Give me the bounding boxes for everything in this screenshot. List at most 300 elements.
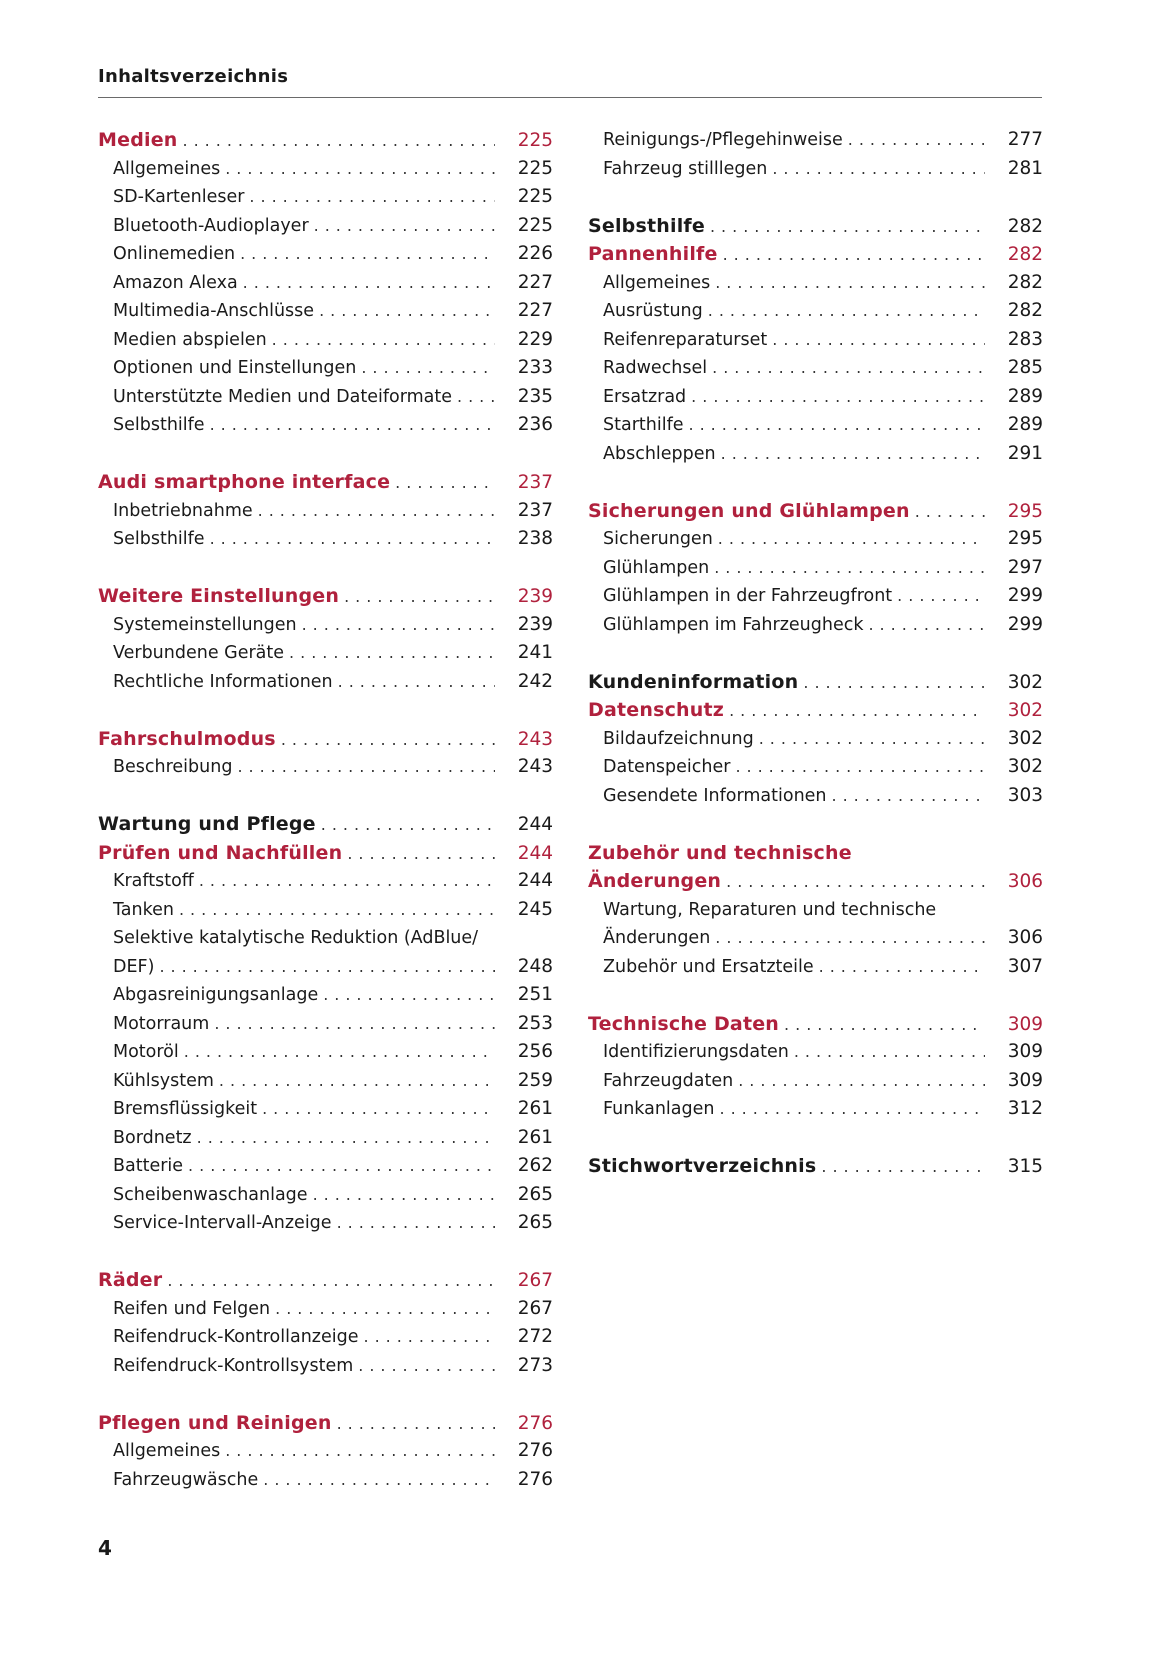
toc-entry-label: Bildaufzeichnung xyxy=(603,728,754,749)
toc-entry-page-number: 282 xyxy=(1007,300,1043,321)
toc-entry-page-number: 237 xyxy=(517,472,553,493)
toc-entry-label: Pannenhilfe xyxy=(588,243,718,265)
toc-entry-label: Identifizierungsdaten xyxy=(603,1042,789,1062)
toc-entry-sub[interactable] xyxy=(588,155,1043,184)
toc-entry-page-number: 312 xyxy=(1007,1098,1043,1119)
toc-entry-page-number: 299 xyxy=(1007,585,1043,606)
toc-entry-label: Räder xyxy=(98,1269,163,1291)
dot-leader xyxy=(347,840,495,869)
toc-entry-page-number: 282 xyxy=(1007,271,1043,293)
toc-entry-section[interactable] xyxy=(98,810,553,839)
dot-leader xyxy=(712,354,985,383)
toc-entry-sub[interactable] xyxy=(98,297,553,326)
toc-entry-label: Fahrzeug stilllegen xyxy=(603,158,768,179)
toc-entry-page-number: 235 xyxy=(517,385,553,407)
page-header-title: Inhaltsverzeichnis xyxy=(98,66,289,87)
toc-entry-page-number: 248 xyxy=(517,955,553,977)
dot-leader xyxy=(338,668,495,697)
dot-leader xyxy=(358,1352,495,1381)
dot-leader xyxy=(184,1038,495,1067)
toc-entry-page-number: 295 xyxy=(1007,500,1043,522)
toc-entry-sub[interactable] xyxy=(588,1067,1043,1096)
toc-entry-sub[interactable] xyxy=(98,924,553,953)
toc-column-left xyxy=(98,126,553,1494)
dot-leader xyxy=(219,1067,495,1096)
toc-entry-page-number: 261 xyxy=(517,1126,553,1148)
toc-entry-chapter[interactable] xyxy=(588,497,1043,526)
toc-entry-label: Abgasreinigungsanlage xyxy=(113,985,319,1005)
toc-entry-label: Reinigungs-/Pflegehinweise xyxy=(603,130,843,150)
dot-leader xyxy=(258,497,495,526)
toc-entry-sub[interactable] xyxy=(588,411,1043,440)
toc-entry-label: Änderungen xyxy=(603,928,711,948)
toc-entry-label: Beschreibung xyxy=(113,757,233,777)
toc-entry-page-number: 306 xyxy=(1007,871,1043,892)
toc-entry-sub[interactable] xyxy=(98,1095,553,1124)
dot-leader xyxy=(159,953,495,982)
toc-entry-label: Motoröl xyxy=(113,1042,179,1062)
dot-leader xyxy=(848,126,985,155)
dot-leader xyxy=(314,212,495,241)
toc-entry-page-number: 309 xyxy=(1007,1013,1043,1035)
toc-entry-sub[interactable] xyxy=(98,326,553,355)
toc-entry-label: SD-Kartenleser xyxy=(113,187,245,207)
toc-entry-page-number: 267 xyxy=(517,1270,553,1291)
toc-entry-sub[interactable] xyxy=(588,782,1043,811)
toc-entry-sub[interactable] xyxy=(98,525,553,554)
toc-entry-label: Starthilfe xyxy=(603,415,684,435)
toc-entry-label: Audi smartphone interface xyxy=(98,471,391,493)
toc-entry-label: Kühlsystem xyxy=(113,1070,214,1091)
toc-entry-label: Batterie xyxy=(113,1156,184,1176)
toc-entry-chapter[interactable] xyxy=(98,126,553,155)
toc-entry-label: Glühlampen in der Fahrzeugfront xyxy=(603,586,893,606)
toc-entry-sub[interactable] xyxy=(588,326,1043,355)
toc-entry-page-number: 227 xyxy=(517,300,553,321)
toc-entry-label: Selbsthilfe xyxy=(113,529,205,549)
toc-entry-page-number: 239 xyxy=(517,613,553,635)
dot-leader xyxy=(214,1010,495,1039)
dot-leader xyxy=(199,867,495,896)
dot-leader xyxy=(772,155,985,184)
toc-entry-sub[interactable] xyxy=(98,1209,553,1238)
dot-leader xyxy=(337,1410,495,1439)
toc-entry-label: Kundeninformation xyxy=(588,670,799,693)
toc-entry-page-number: 236 xyxy=(517,414,553,435)
toc-entry-sub[interactable] xyxy=(98,1295,553,1324)
toc-spacer xyxy=(588,1124,1043,1153)
toc-entry-label: Allgemeines xyxy=(113,158,221,179)
dot-leader xyxy=(457,383,495,412)
toc-entry-label: Ersatzrad xyxy=(603,386,687,407)
toc-entry-sub[interactable] xyxy=(588,1038,1043,1067)
toc-entry-label: Reifen und Felgen xyxy=(113,1298,271,1319)
toc-entry-page-number: 262 xyxy=(517,1155,553,1176)
toc-entry-label: Funkanlagen xyxy=(603,1099,715,1119)
toc-entry-page-number: 238 xyxy=(517,528,553,549)
toc-entry-label: Gesendete Informationen xyxy=(603,785,827,806)
toc-entry-sub[interactable] xyxy=(98,1152,553,1181)
toc-entry-sub[interactable] xyxy=(98,183,553,212)
toc-entry-page-number: 283 xyxy=(1007,328,1043,350)
dot-leader xyxy=(225,155,495,184)
toc-entry-chapter[interactable] xyxy=(588,839,1043,868)
toc-entry-sub[interactable] xyxy=(588,269,1043,298)
toc-entry-chapter[interactable] xyxy=(588,696,1043,725)
toc-entry-label: Bordnetz xyxy=(113,1127,192,1148)
toc-entry-label: Datenschutz xyxy=(588,699,725,721)
dot-leader xyxy=(689,411,986,440)
toc-entry-page-number: 242 xyxy=(517,670,553,692)
toc-entry-label: Glühlampen xyxy=(603,557,710,578)
toc-entry-sub[interactable] xyxy=(98,411,553,440)
toc-entry-sub[interactable] xyxy=(98,1124,553,1153)
toc-entry-label: Verbundene Geräte xyxy=(113,643,285,663)
toc-entry-sub[interactable] xyxy=(588,725,1043,754)
dot-leader xyxy=(302,611,495,640)
toc-entry-sub[interactable] xyxy=(98,383,553,412)
toc-entry-sub[interactable] xyxy=(588,582,1043,611)
toc-entry-label: Allgemeines xyxy=(603,272,711,293)
toc-entry-page-number: 225 xyxy=(517,186,553,207)
dot-leader xyxy=(726,868,985,897)
dot-leader xyxy=(272,326,495,355)
toc-entry-page-number: 265 xyxy=(517,1212,553,1233)
dot-leader xyxy=(323,981,495,1010)
dot-leader xyxy=(249,183,495,212)
dot-leader xyxy=(361,354,495,383)
dot-leader xyxy=(868,611,985,640)
dot-leader xyxy=(723,241,985,270)
toc-entry-label: Selektive katalytische Reduktion (AdBlue/ xyxy=(113,928,479,948)
toc-entry-label: Sicherungen und Glühlampen xyxy=(588,499,910,522)
dot-leader xyxy=(313,1181,495,1210)
toc-entry-label: Wartung und Pflege xyxy=(98,813,316,835)
toc-entry-page-number: 302 xyxy=(1007,671,1043,693)
dot-leader xyxy=(803,669,985,698)
toc-entry-sub[interactable] xyxy=(588,354,1043,383)
toc-entry-label: Zubehör und Ersatzteile xyxy=(603,956,814,977)
toc-entry-page-number: 302 xyxy=(1007,700,1043,721)
dot-leader xyxy=(281,726,495,755)
toc-entry-page-number: 302 xyxy=(1007,756,1043,777)
toc-entry-label: Selbsthilfe xyxy=(588,214,705,237)
toc-entry-sub[interactable] xyxy=(98,753,553,782)
toc-entry-label: Radwechsel xyxy=(603,358,708,378)
toc-spacer xyxy=(588,639,1043,668)
toc-entry-chapter[interactable] xyxy=(98,725,553,754)
toc-spacer xyxy=(98,782,553,811)
dot-leader xyxy=(197,1124,495,1153)
toc-entry-label: Technische Daten xyxy=(588,1012,780,1035)
toc-entry-section[interactable] xyxy=(588,668,1043,697)
toc-entry-page-number: 289 xyxy=(1007,414,1043,435)
toc-entry-sub[interactable] xyxy=(98,155,553,184)
toc-entry-label: Abschleppen xyxy=(603,443,716,464)
toc-entry-sub[interactable] xyxy=(588,924,1043,953)
toc-entry-sub[interactable] xyxy=(98,981,553,1010)
dot-leader xyxy=(718,525,985,554)
toc-entry-page-number: 272 xyxy=(517,1326,553,1347)
toc-entry-label: Reifendruck-Kontrollanzeige xyxy=(113,1327,359,1347)
dot-leader xyxy=(225,1437,495,1466)
toc-entry-label: Datenspeicher xyxy=(603,757,731,777)
toc-entry-sub[interactable] xyxy=(588,297,1043,326)
toc-entry-label: Zubehör und technische xyxy=(588,841,852,864)
dot-leader xyxy=(691,383,985,412)
toc-entry-label: Tanken xyxy=(113,899,174,920)
toc-entry-page-number: 309 xyxy=(1007,1041,1043,1062)
toc-entry-chapter[interactable] xyxy=(588,1010,1043,1039)
toc-entry-page-number: 276 xyxy=(517,1468,553,1490)
toc-entry-label: Service-Intervall-Anzeige xyxy=(113,1213,332,1233)
toc-entry-sub[interactable] xyxy=(98,896,553,925)
toc-entry-label: Amazon Alexa xyxy=(113,272,238,293)
toc-entry-page-number: 253 xyxy=(517,1012,553,1034)
dot-leader xyxy=(715,269,985,298)
toc-entry-label: Scheibenwaschanlage xyxy=(113,1184,308,1205)
dot-leader xyxy=(188,1152,495,1181)
toc-entry-page-number: 309 xyxy=(1007,1069,1043,1091)
toc-entry-label: Multimedia-Anschlüsse xyxy=(113,301,315,321)
toc-entry-sub[interactable] xyxy=(98,1466,553,1495)
dot-leader xyxy=(395,469,495,498)
toc-spacer xyxy=(588,981,1043,1010)
toc-entry-chapter[interactable] xyxy=(98,468,553,497)
toc-entry-page-number: 276 xyxy=(517,1412,553,1434)
dot-leader xyxy=(240,240,495,269)
dot-leader xyxy=(772,326,985,355)
toc-entry-label: Selbsthilfe xyxy=(113,415,205,435)
toc-entry-label: Reifendruck-Kontrollsystem xyxy=(113,1355,354,1376)
toc-entry-sub[interactable] xyxy=(98,354,553,383)
toc-entry-page-number: 282 xyxy=(1007,244,1043,265)
toc-entry-label: Pflegen und Reinigen xyxy=(98,1411,332,1434)
toc-entry-page-number: 299 xyxy=(1007,613,1043,635)
toc-entry-sub[interactable] xyxy=(588,440,1043,469)
toc-entry-page-number: 233 xyxy=(517,357,553,378)
toc-entry-page-number: 303 xyxy=(1007,784,1043,806)
toc-entry-page-number: 245 xyxy=(517,898,553,920)
dot-leader xyxy=(794,1038,985,1067)
dot-leader xyxy=(819,953,985,982)
toc-entry-label: Glühlampen im Fahrzeugheck xyxy=(603,614,864,635)
toc-entry-page-number: 306 xyxy=(1007,927,1043,948)
toc-spacer xyxy=(588,468,1043,497)
dot-leader xyxy=(210,525,495,554)
dot-leader xyxy=(275,1295,495,1324)
toc-entry-label: Onlinemedien xyxy=(113,244,236,264)
dot-leader xyxy=(714,554,985,583)
toc-spacer xyxy=(98,1380,553,1409)
toc-spacer xyxy=(98,696,553,725)
toc-spacer xyxy=(98,440,553,469)
toc-entry-page-number: 267 xyxy=(517,1297,553,1319)
toc-entry-sub[interactable] xyxy=(98,1181,553,1210)
toc-entry-label: Unterstützte Medien und Dateiformate xyxy=(113,386,452,407)
dot-leader xyxy=(243,269,495,298)
toc-entry-page-number: 225 xyxy=(517,130,553,151)
toc-entry-page-number: 259 xyxy=(517,1069,553,1091)
toc-entry-sub[interactable] xyxy=(588,611,1043,640)
toc-entry-page-number: 307 xyxy=(1007,955,1043,977)
toc-entry-sub[interactable] xyxy=(98,497,553,526)
toc-entry-page-number: 277 xyxy=(1007,129,1043,150)
toc-entry-sub[interactable] xyxy=(588,1095,1043,1124)
toc-entry-page-number: 297 xyxy=(1007,556,1043,578)
toc-entry-page-number: 226 xyxy=(517,243,553,264)
dot-leader xyxy=(729,697,985,726)
dot-leader xyxy=(183,127,495,156)
toc-entry-page-number: 273 xyxy=(517,1354,553,1376)
dot-leader xyxy=(262,1095,495,1124)
toc-entry-label: Änderungen xyxy=(588,870,722,892)
toc-entry-page-number: 243 xyxy=(517,728,553,750)
toc-entry-page-number: 276 xyxy=(517,1440,553,1461)
toc-entry-label: Fahrzeugwäsche xyxy=(113,1469,259,1490)
toc-entry-page-number: 251 xyxy=(517,984,553,1005)
toc-entry-sub[interactable] xyxy=(98,611,553,640)
toc-entry-page-number: 302 xyxy=(1007,727,1043,749)
toc-spacer xyxy=(98,554,553,583)
toc-entry-label: Bluetooth-Audioplayer xyxy=(113,215,309,236)
toc-entry-page-number: 241 xyxy=(517,642,553,663)
toc-entry-sub[interactable] xyxy=(98,1038,553,1067)
toc-entry-sub[interactable] xyxy=(98,212,553,241)
dot-leader xyxy=(759,725,985,754)
toc-entry-page-number: 295 xyxy=(1007,528,1043,549)
toc-entry-label: Stichwortverzeichnis xyxy=(588,1155,817,1177)
toc-entry-sub[interactable] xyxy=(588,753,1043,782)
toc-entry-page-number: 225 xyxy=(517,157,553,179)
toc-entry-sub[interactable] xyxy=(98,1352,553,1381)
dot-leader xyxy=(735,753,985,782)
toc-entry-chapter[interactable] xyxy=(98,582,553,611)
toc-entry-sub[interactable] xyxy=(98,1067,553,1096)
toc-entry-label: Inbetriebnahme xyxy=(113,500,253,521)
toc-entry-sub[interactable] xyxy=(98,953,553,982)
toc-entry-label: Fahrschulmodus xyxy=(98,727,276,750)
dot-leader xyxy=(289,639,495,668)
toc-entry-sub[interactable] xyxy=(588,953,1043,982)
toc-entry-label: Bremsflüssigkeit xyxy=(113,1099,258,1119)
toc-entry-label: Sicherungen xyxy=(603,529,713,549)
dot-leader xyxy=(179,896,495,925)
dot-leader xyxy=(321,811,495,840)
toc-entry-label: Systemeinstellungen xyxy=(113,614,297,635)
header-divider xyxy=(98,97,1042,98)
toc-entry-label: Kraftstoff xyxy=(113,871,194,891)
toc-entry-sub[interactable] xyxy=(98,639,553,668)
toc-spacer xyxy=(588,810,1043,839)
toc-entry-sub[interactable] xyxy=(588,126,1043,155)
toc-entry-chapter[interactable] xyxy=(98,1409,553,1438)
dot-leader xyxy=(721,440,985,469)
toc-entry-sub[interactable] xyxy=(98,1323,553,1352)
toc-entry-label: Ausrüstung xyxy=(603,301,703,321)
dot-leader xyxy=(210,411,495,440)
toc-entry-section[interactable] xyxy=(588,212,1043,241)
toc-entry-label: Weitere Einstellungen xyxy=(98,585,340,607)
toc-entry-page-number: 227 xyxy=(517,271,553,293)
toc-entry-label: Medien xyxy=(98,129,178,151)
toc-entry-sub[interactable] xyxy=(588,525,1043,554)
toc-entry-label: Allgemeines xyxy=(113,1441,221,1461)
toc-entry-label: Prüfen und Nachfüllen xyxy=(98,841,343,864)
toc-spacer xyxy=(98,1238,553,1267)
toc-entry-page-number: 244 xyxy=(517,870,553,891)
dot-leader xyxy=(710,213,985,242)
toc-entry-label: Wartung, Reparaturen und technische xyxy=(603,899,937,920)
dot-leader xyxy=(821,1153,985,1182)
toc-entry-label: Fahrzeugdaten xyxy=(603,1070,734,1091)
dot-leader xyxy=(337,1209,495,1238)
toc-entry-sub[interactable] xyxy=(98,1437,553,1466)
dot-leader xyxy=(720,1095,986,1124)
page-number: 4 xyxy=(98,1536,112,1560)
toc-entry-section[interactable] xyxy=(588,1152,1043,1181)
toc-entry-page-number: 225 xyxy=(517,214,553,236)
dot-leader xyxy=(708,297,985,326)
toc-entry-page-number: 281 xyxy=(1007,157,1043,179)
toc-entry-sub[interactable] xyxy=(588,896,1043,925)
toc-entry-sub[interactable] xyxy=(98,240,553,269)
toc-entry-page-number: 244 xyxy=(517,842,553,864)
toc-entry-sub[interactable] xyxy=(98,1010,553,1039)
toc-entry-page-number: 289 xyxy=(1007,385,1043,407)
toc-entry-sub[interactable] xyxy=(98,668,553,697)
toc-entry-sub[interactable] xyxy=(98,269,553,298)
toc-entry-page-number: 237 xyxy=(517,499,553,521)
dot-leader xyxy=(263,1466,495,1495)
toc-entry-label: Medien abspielen xyxy=(113,329,267,350)
toc-entry-page-number: 291 xyxy=(1007,442,1043,464)
toc-entry-page-number: 261 xyxy=(517,1098,553,1119)
dot-leader xyxy=(897,582,985,611)
toc-entry-sub[interactable] xyxy=(98,867,553,896)
toc-entry-sub[interactable] xyxy=(588,554,1043,583)
toc-entry-chapter[interactable] xyxy=(98,1266,553,1295)
toc-entry-page-number: 282 xyxy=(1007,215,1043,237)
toc-entry-page-number: 243 xyxy=(517,756,553,777)
toc-entry-page-number: 315 xyxy=(1007,1156,1043,1177)
toc-entry-page-number: 265 xyxy=(517,1183,553,1205)
toc-entry-label: Reifenreparaturset xyxy=(603,329,768,350)
toc-entry-label: Rechtliche Informationen xyxy=(113,671,333,692)
toc-spacer xyxy=(588,183,1043,212)
toc-entry-chapter[interactable] xyxy=(98,839,553,868)
dot-leader xyxy=(784,1011,985,1040)
toc-entry-page-number: 239 xyxy=(517,586,553,607)
toc-column-right xyxy=(588,126,1043,1181)
toc-entry-label: Optionen und Einstellungen xyxy=(113,358,357,378)
toc-entry-chapter[interactable] xyxy=(588,240,1043,269)
toc-entry-page-number: 285 xyxy=(1007,357,1043,378)
toc-entry-page-number: 244 xyxy=(517,814,553,835)
toc-entry-sub[interactable] xyxy=(588,383,1043,412)
dot-leader xyxy=(715,924,985,953)
dot-leader xyxy=(319,297,495,326)
dot-leader xyxy=(364,1323,496,1352)
toc-entry-chapter[interactable] xyxy=(588,867,1043,896)
dot-leader xyxy=(167,1267,495,1296)
dot-leader xyxy=(237,753,495,782)
toc-entry-page-number: 256 xyxy=(517,1041,553,1062)
toc-entry-page-number: 229 xyxy=(517,328,553,350)
toc-entry-label: Motorraum xyxy=(113,1013,210,1034)
dot-leader xyxy=(832,782,985,811)
dot-leader xyxy=(738,1067,985,1096)
